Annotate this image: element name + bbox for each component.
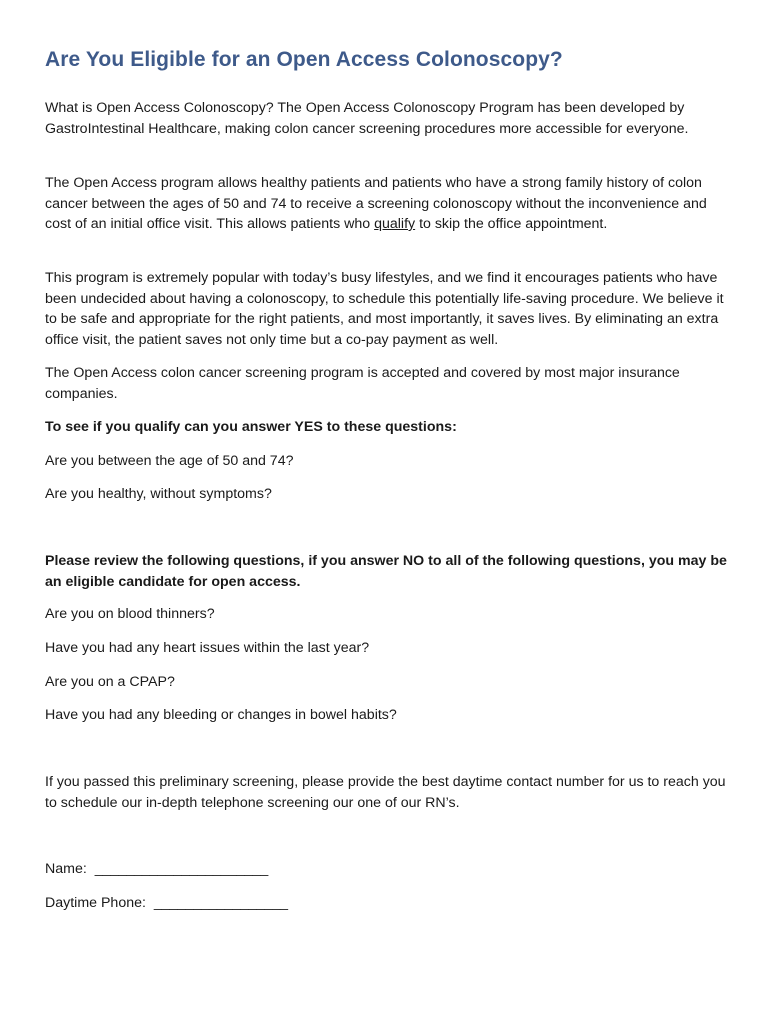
daytime-phone-field[interactable]: _________________ <box>153 895 288 911</box>
no-question-heart-issues: Have you had any heart issues within the last year? <box>45 640 370 656</box>
yes-question-age: Are you between the age of 50 and 74? <box>45 453 294 469</box>
program-paragraph <box>45 173 735 235</box>
no-question-bleeding: Have you had any bleeding or changes in bowel habits? <box>45 707 397 723</box>
name-field-row <box>45 859 268 880</box>
qualify-link[interactable]: qualify <box>374 216 416 232</box>
daytime-phone-label: Daytime Phone: <box>45 895 146 911</box>
intro-paragraph: What is Open Access Colonoscopy? The Open Access Colonoscopy Program has been developed by GastroIntestinal Healthcare, making colon cancer screening procedures more accessible for everyone. <box>45 100 689 137</box>
no-question-blood-thinners: Are you on blood thinners? <box>45 606 215 622</box>
popular-paragraph: This program is extremely popular with today’s busy lifestyles, and we find it encourages patients who have been undecided about having a colonoscopy, to schedule this potentially life-saving procedure. We believe it to be safe and appropriate for the right patients, and most importantly, it saves lives. By eliminating an extra office visit, the patient saves not only time but a co-pay payment as well. <box>45 270 724 348</box>
closing-paragraph: If you passed this preliminary screening, please provide the best daytime contact number for us to reach you to schedule our in-depth telephone screening our one of our RN’s. <box>45 774 726 811</box>
page-title: Are You Eligible for an Open Access Colonoscopy? <box>45 48 563 71</box>
insurance-paragraph: The Open Access colon cancer screening program is accepted and covered by most major insurance companies. <box>45 365 680 402</box>
phone-field-row <box>45 893 288 914</box>
yes-questions-heading: To see if you qualify can you answer YES to these questions: <box>45 419 457 435</box>
program-text-start: The Open Access program allows healthy patients and patients who have a strong family history of colon cancer between the ages of 50 and 74 to receive a screening colonoscopy without the inconvenience and cost of an initial office visit. This allows patients who <box>45 175 707 232</box>
yes-question-healthy: Are you healthy, without symptoms? <box>45 486 272 502</box>
name-field[interactable]: ______________________ <box>94 861 269 877</box>
name-label: Name: <box>45 861 87 877</box>
no-questions-heading: Please review the following questions, if you answer NO to all of the following questions, you may be an eligible candidate for open access. <box>45 553 727 590</box>
no-question-cpap: Are you on a CPAP? <box>45 674 175 690</box>
program-text-end: to skip the office appointment. <box>415 216 608 232</box>
